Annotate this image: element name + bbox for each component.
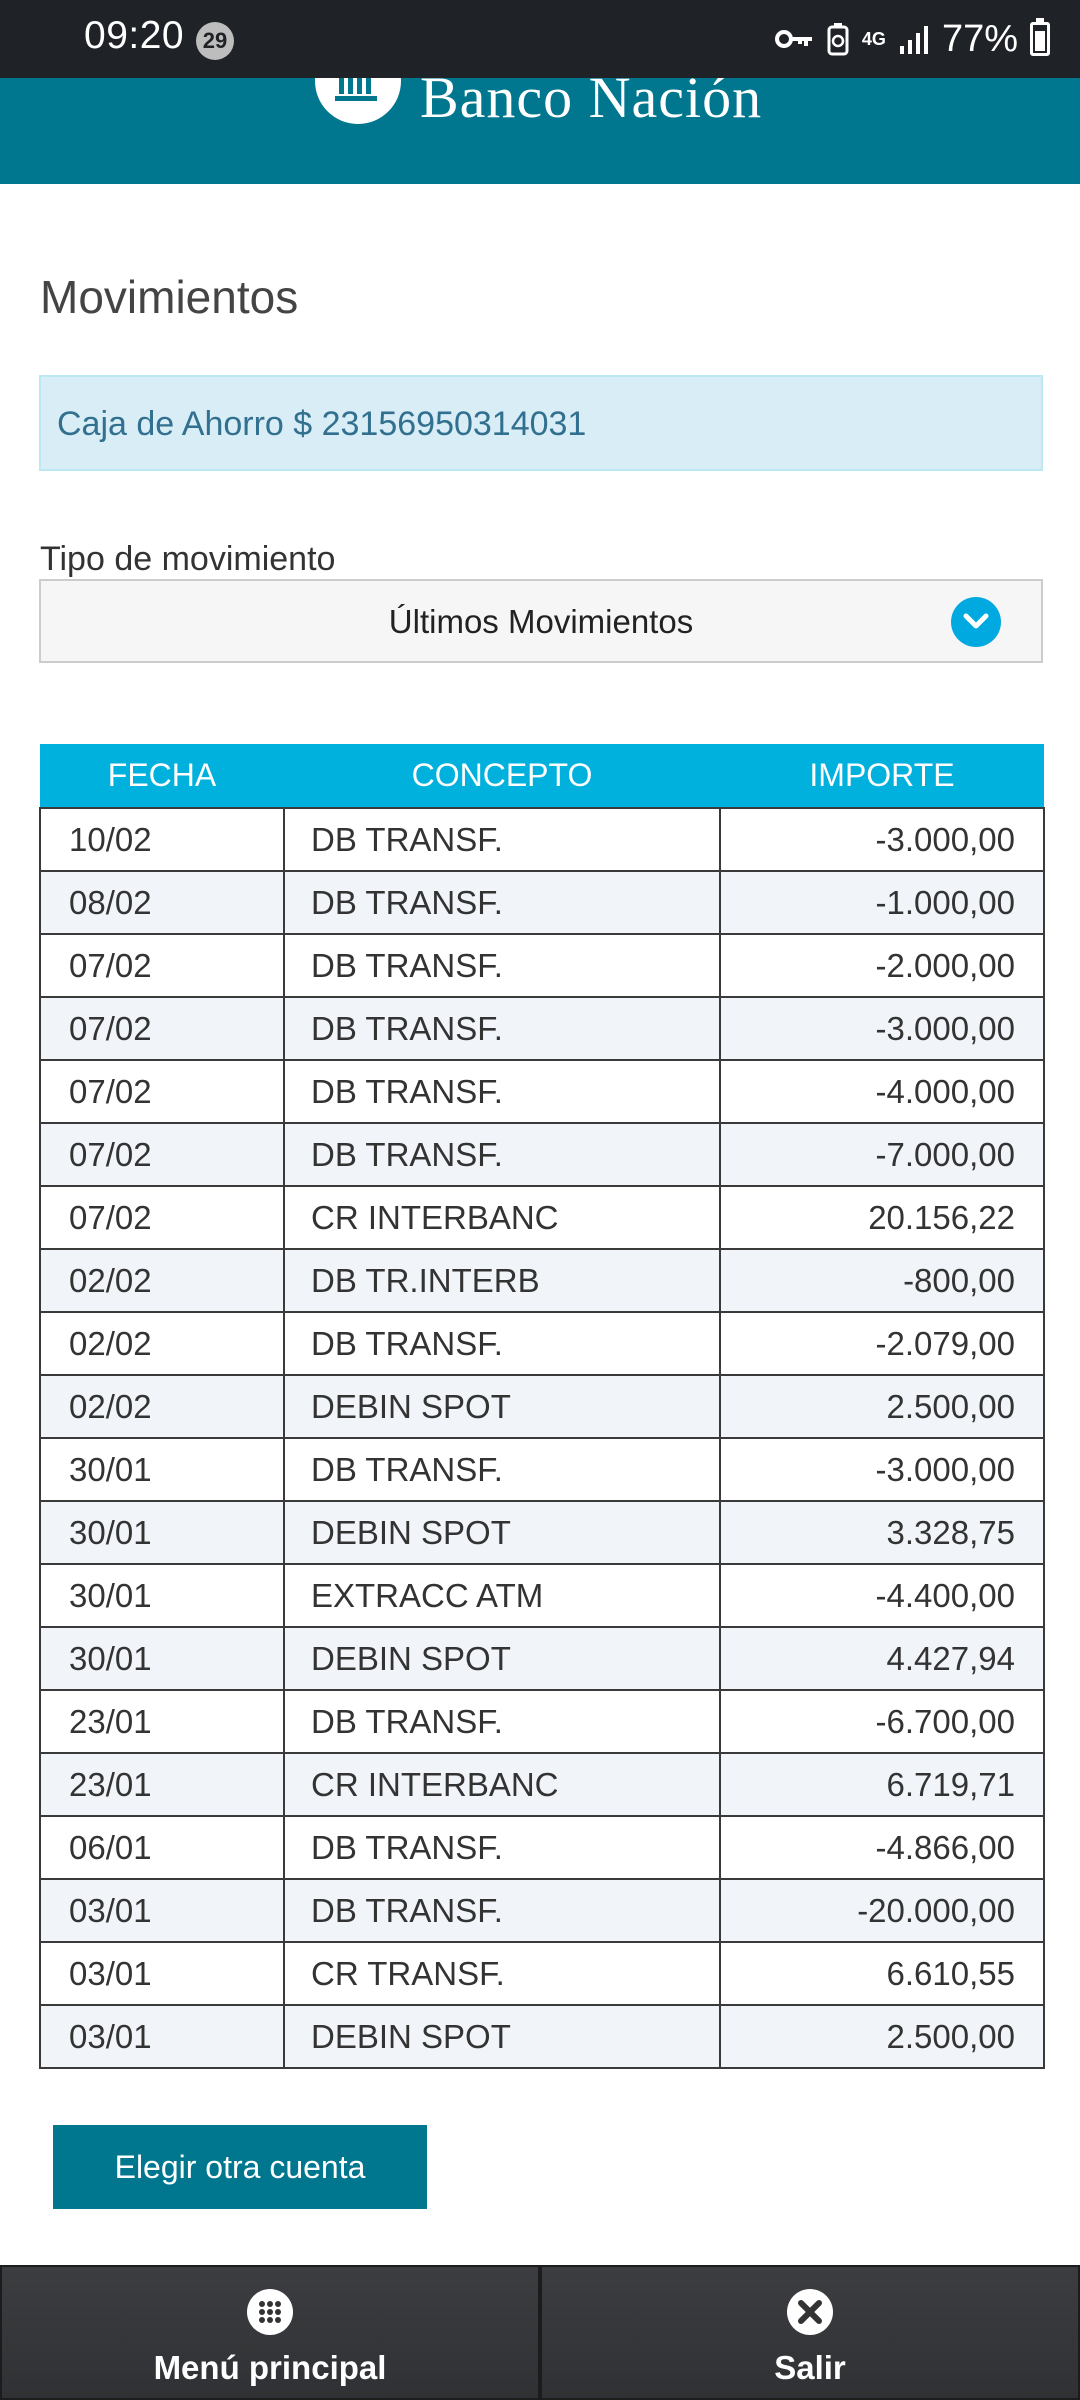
table-row [40, 934, 1044, 997]
cell-importe: 2.500,00 [720, 2005, 1044, 2068]
cell-concepto: CR INTERBANC [284, 1186, 720, 1249]
cell-concepto: DEBIN SPOT [284, 1375, 720, 1438]
table-row [40, 2005, 1044, 2068]
cell-concepto: DB TRANSF. [284, 808, 720, 871]
table-row [40, 1753, 1044, 1816]
exit-label: Salir [774, 2349, 846, 2386]
cell-importe: 4.427,94 [720, 1627, 1044, 1690]
grid-menu-icon [247, 2289, 293, 2335]
cell-concepto: DB TRANSF. [284, 1060, 720, 1123]
cell-fecha: 07/02 [40, 1186, 284, 1249]
bank-logo-icon [315, 78, 401, 124]
cell-fecha: 23/01 [40, 1690, 284, 1753]
cell-importe: 6.719,71 [720, 1753, 1044, 1816]
cell-importe: -4.000,00 [720, 1060, 1044, 1123]
cell-importe: -20.000,00 [720, 1879, 1044, 1942]
header-fecha: FECHA [40, 744, 284, 808]
cell-concepto: DB TR.INTERB [284, 1249, 720, 1312]
table-row [40, 1690, 1044, 1753]
cell-fecha: 30/01 [40, 1627, 284, 1690]
status-time: 09:20 [84, 14, 185, 57]
table-row [40, 1186, 1044, 1249]
cell-fecha: 03/01 [40, 1879, 284, 1942]
cell-concepto: DB TRANSF. [284, 1690, 720, 1753]
cell-fecha: 10/02 [40, 808, 284, 871]
cell-fecha: 02/02 [40, 1249, 284, 1312]
table-row [40, 1564, 1044, 1627]
cell-fecha: 23/01 [40, 1753, 284, 1816]
table-body [40, 808, 1044, 2068]
chevron-down-icon [951, 597, 1001, 647]
header-concepto: CONCEPTO [284, 744, 720, 808]
signal-icon [898, 24, 930, 54]
cell-importe: -6.700,00 [720, 1690, 1044, 1753]
cell-importe: 3.328,75 [720, 1501, 1044, 1564]
cell-fecha: 06/01 [40, 1816, 284, 1879]
cell-concepto: DB TRANSF. [284, 1312, 720, 1375]
cell-concepto: CR INTERBANC [284, 1753, 720, 1816]
brand-name: Banco Nación [420, 78, 763, 130]
vpn-key-icon [774, 27, 814, 51]
header-importe: IMPORTE [720, 744, 1044, 808]
cell-fecha: 07/02 [40, 1060, 284, 1123]
movement-type-label: Tipo de movimiento [40, 540, 336, 578]
cell-concepto: CR TRANSF. [284, 1942, 720, 2005]
table-row [40, 1627, 1044, 1690]
account-info-box [39, 375, 1043, 471]
cell-fecha: 30/01 [40, 1438, 284, 1501]
cell-fecha: 30/01 [40, 1564, 284, 1627]
cell-concepto: EXTRACC ATM [284, 1564, 720, 1627]
table-row [40, 1123, 1044, 1186]
cell-importe: -3.000,00 [720, 1438, 1044, 1501]
cell-importe: -4.400,00 [720, 1564, 1044, 1627]
cell-importe: 20.156,22 [720, 1186, 1044, 1249]
cell-importe: -1.000,00 [720, 871, 1044, 934]
table-row [40, 1501, 1044, 1564]
cell-concepto: DB TRANSF. [284, 1816, 720, 1879]
movements-table [39, 744, 1045, 2069]
table-row [40, 808, 1044, 871]
battery-percentage: 77% [941, 17, 1018, 60]
cell-fecha: 02/02 [40, 1375, 284, 1438]
cell-importe: 2.500,00 [720, 1375, 1044, 1438]
cell-importe: -800,00 [720, 1249, 1044, 1312]
cell-importe: 6.610,55 [720, 1942, 1044, 2005]
cell-fecha: 07/02 [40, 997, 284, 1060]
status-icons [774, 14, 1050, 64]
battery-saver-icon [826, 22, 850, 56]
cell-concepto: DB TRANSF. [284, 934, 720, 997]
cell-concepto: DB TRANSF. [284, 1123, 720, 1186]
main-menu-label: Menú principal [153, 2349, 387, 2386]
table-row [40, 1438, 1044, 1501]
cell-concepto: DEBIN SPOT [284, 1627, 720, 1690]
table-row [40, 1879, 1044, 1942]
movement-type-select[interactable] [39, 579, 1043, 663]
cell-fecha: 08/02 [40, 871, 284, 934]
cell-importe: -3.000,00 [720, 997, 1044, 1060]
cell-fecha: 03/01 [40, 2005, 284, 2068]
status-bar [0, 0, 1080, 78]
cell-concepto: DB TRANSF. [284, 997, 720, 1060]
notification-badge: 29 [196, 22, 234, 60]
cell-concepto: DB TRANSF. [284, 1879, 720, 1942]
page-title: Movimientos [40, 271, 299, 323]
table-header-row [40, 744, 1044, 808]
table-row [40, 997, 1044, 1060]
table-row [40, 1942, 1044, 2005]
cell-importe: -2.000,00 [720, 934, 1044, 997]
cell-importe: -4.866,00 [720, 1816, 1044, 1879]
cell-importe: -2.079,00 [720, 1312, 1044, 1375]
cell-fecha: 30/01 [40, 1501, 284, 1564]
table-row [40, 1060, 1044, 1123]
close-icon [787, 2289, 833, 2335]
cell-fecha: 07/02 [40, 1123, 284, 1186]
movement-type-selected: Últimos Movimientos [388, 603, 694, 640]
exit-button[interactable] [540, 2265, 1080, 2400]
account-label: Caja de Ahorro $ 23156950314031 [57, 405, 587, 443]
cell-fecha: 02/02 [40, 1312, 284, 1375]
network-type-icon: 4G [861, 29, 886, 49]
main-menu-button[interactable] [0, 2265, 540, 2400]
cell-fecha: 07/02 [40, 934, 284, 997]
table-row [40, 871, 1044, 934]
table-row [40, 1312, 1044, 1375]
table-row [40, 1375, 1044, 1438]
cell-concepto: DB TRANSF. [284, 871, 720, 934]
cell-fecha: 03/01 [40, 1942, 284, 2005]
cell-concepto: DB TRANSF. [284, 1438, 720, 1501]
app-header [0, 78, 1080, 184]
choose-other-account-button[interactable]: Elegir otra cuenta [53, 2125, 427, 2209]
cell-concepto: DEBIN SPOT [284, 2005, 720, 2068]
battery-icon [1030, 22, 1050, 56]
cell-importe: -3.000,00 [720, 808, 1044, 871]
table-row [40, 1249, 1044, 1312]
cell-importe: -7.000,00 [720, 1123, 1044, 1186]
cell-concepto: DEBIN SPOT [284, 1501, 720, 1564]
bottom-nav-bar [0, 2265, 1080, 2400]
table-row [40, 1816, 1044, 1879]
